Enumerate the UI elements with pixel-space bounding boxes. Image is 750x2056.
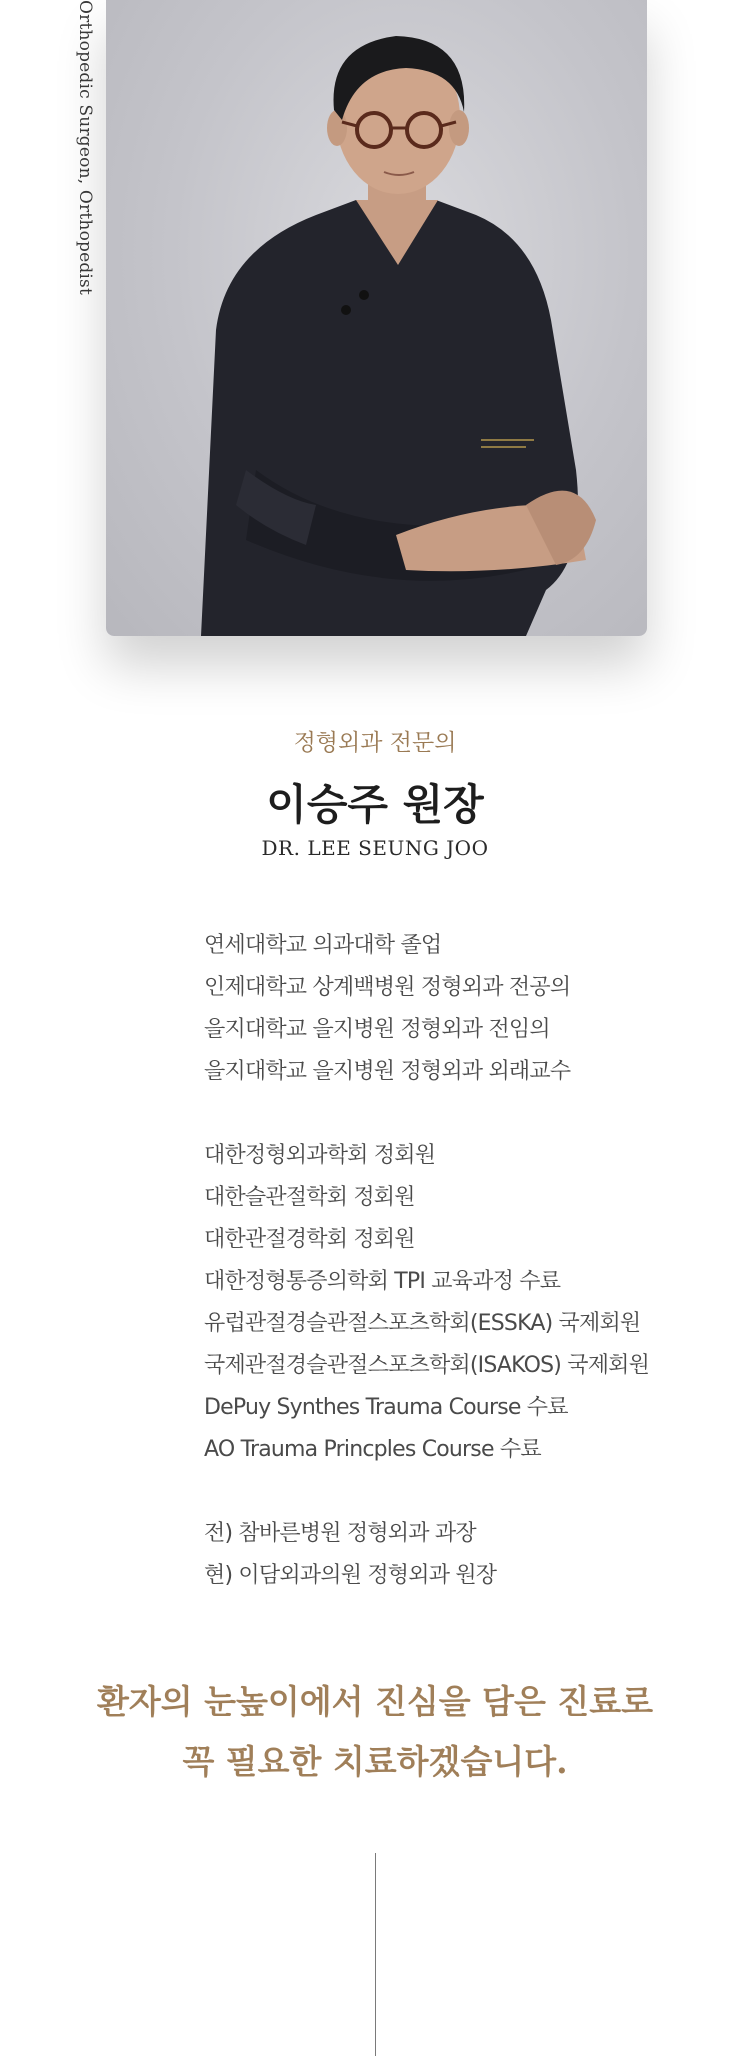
doctor-name: 이승주 원장 [266, 780, 484, 829]
doctor-photo [106, 0, 647, 636]
career-item: 대한정형통증의학회 TPI 교육과정 수료 [204, 1269, 561, 1294]
career-item: 대한슬관절학회 정회원 [204, 1185, 415, 1210]
career-item: 전) 참바른병원 정형외과 과장 [204, 1521, 476, 1546]
career-list [204, 925, 724, 1639]
doctor-name-english: DR. LEE SEUNG JOO [261, 836, 489, 860]
career-item: DePuy Synthes Trauma Course 수료 [204, 1395, 568, 1420]
career-item: AO Trauma Princples Course 수료 [204, 1437, 541, 1462]
career-group-positions [204, 1513, 724, 1597]
career-group-education [204, 925, 724, 1093]
career-item: 연세대학교 의과대학 졸업 [204, 933, 442, 958]
career-item: 현) 이담외과의원 정형외과 원장 [204, 1563, 497, 1588]
career-item: 을지대학교 을지병원 정형외과 전임의 [204, 1017, 550, 1042]
career-item: 유럽관절경슬관절스포츠학회(ESSKA) 국제회원 [204, 1311, 641, 1336]
motto-line-2: 꼭 필요한 치료하겠습니다. [182, 1742, 568, 1781]
motto-line-1: 환자의 눈높이에서 진심을 담은 진료로 [96, 1682, 653, 1721]
career-item: 국제관절경슬관절스포츠학회(ISAKOS) 국제회원 [204, 1353, 650, 1378]
doctor-specialty: 정형외과 전문의 [293, 730, 457, 756]
career-item: 대한정형외과학회 정회원 [204, 1143, 436, 1168]
career-item: 인제대학교 상계백병원 정형외과 전공의 [204, 975, 571, 1000]
vertical-divider-line [375, 1853, 376, 2056]
side-caption: Orthopedic Surgeon, Orthopedist [75, 0, 95, 296]
motto [0, 1672, 750, 1792]
career-group-memberships [204, 1135, 724, 1471]
career-item: 대한관절경학회 정회원 [204, 1227, 415, 1252]
career-item: 을지대학교 을지병원 정형외과 외래교수 [204, 1059, 571, 1084]
